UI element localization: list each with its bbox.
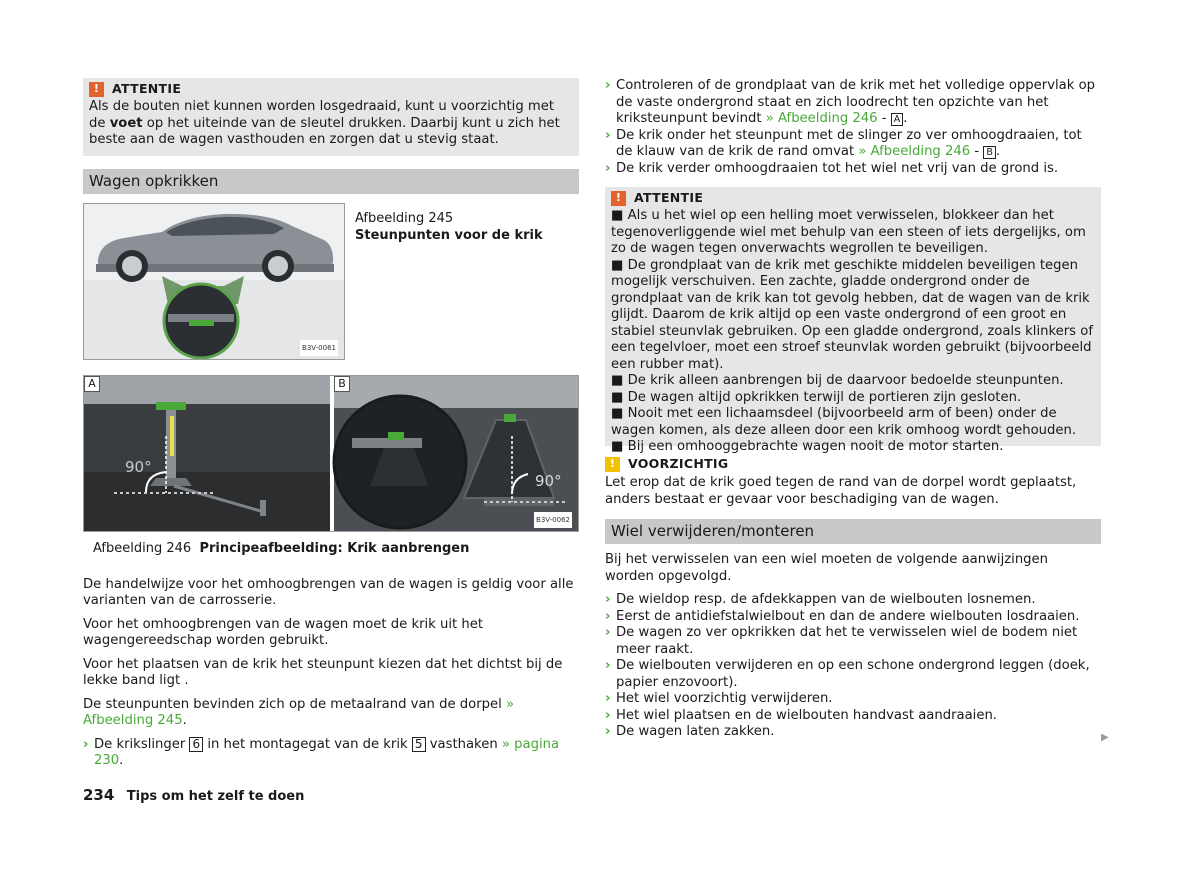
warning-box-bolts xyxy=(83,78,579,156)
paragraph-toolkit: Voor het omhoogbrengen van de wagen moet de krik uit het wagengereedschap worden gebruikt. xyxy=(83,616,484,648)
continue-arrow-icon: ▶ xyxy=(1101,732,1109,743)
wheel-step-text: De wagen zo ver opkrikken dat het te verwisselen wiel de bodem niet meer raakt. xyxy=(616,625,1078,657)
angle-label-b: 90° xyxy=(535,472,562,490)
warning-item: ■ De krik alleen aanbrengen bij de daarvoor bedoelde steunpunten. xyxy=(611,373,1064,388)
step-arrow-icon: › xyxy=(605,658,611,673)
wheel-step xyxy=(605,658,1101,691)
step-crank xyxy=(83,737,579,770)
wheel-step-text: De wieldop resp. de afdekkappen van de wielbouten losnemen. xyxy=(616,592,1036,607)
link-figure-246-b[interactable]: » Afbeelding 246 xyxy=(858,144,971,159)
car-jack-points-illustration xyxy=(84,204,345,360)
warning-heading xyxy=(89,81,573,98)
warning-text-b: op het uiteinde van de sleutel drukken. Daarbij kunt u zich het beste aan de wagen vasthouden en zorgen dat u stevig staat. xyxy=(89,115,560,147)
link-page-230[interactable]: » pagina 230 xyxy=(94,736,560,768)
figure-245-label: Afbeelding 245 xyxy=(355,211,454,226)
figure-245-code: B3V-0061 xyxy=(300,340,338,357)
step-sep: - xyxy=(970,144,984,159)
panel-ref-a: A xyxy=(891,113,904,126)
page-number: 234 xyxy=(83,786,115,804)
warning-text xyxy=(89,99,573,149)
step-check-baseplate-text xyxy=(616,78,1101,128)
step-end: . xyxy=(995,144,1001,159)
step-arrow-icon: › xyxy=(605,707,611,723)
figure-245-caption xyxy=(345,203,543,360)
wheel-step xyxy=(605,724,1101,741)
chapter-title: Tips om het zelf te doen xyxy=(126,789,305,804)
wheel-step xyxy=(605,708,1101,725)
figure-246-caption xyxy=(83,541,579,558)
section-heading-jacking: Wagen opkrikken xyxy=(83,169,579,194)
wheel-step-text: Het wiel plaatsen en de wielbouten handvast aandraaien. xyxy=(616,707,998,723)
step-raise-further-text: De krik verder omhoogdraaien tot het wiel net vrij van de grond is. xyxy=(616,160,1059,176)
warning-title: ATTENTIE xyxy=(634,190,704,206)
step-raise-jack-a: De krik onder het steunpunt met de slinger zo ver omhoogdraaien, tot de klauw van de krik de rand omvat xyxy=(616,127,1082,159)
wheel-step-text: Het wiel voorzichtig verwijderen. xyxy=(616,691,833,706)
panel-label-a: A xyxy=(84,376,100,392)
step-crank-b: in het montagegat van de krik xyxy=(203,736,412,752)
warning-item: ■ Nooit met een lichaamsdeel (bijvoorbeeld arm of been) onder de wagen komen, als deze alleen door een krik omhoog wordt gehouden. xyxy=(611,406,1077,438)
step-arrow-icon: › xyxy=(605,592,611,607)
step-check-baseplate xyxy=(605,78,1101,128)
caution-heading xyxy=(605,456,1101,473)
warning-item: ■ Bij een omhooggebrachte wagen nooit de motor starten. xyxy=(611,439,1004,454)
warning-item: ■ Als u het wiel op een helling moet verwisselen, blokkeer dan het tegenoverliggende wiel met behulp van een steen of iets dergelijks, om zo de wagen tegen onverwachts wegrollen te beveiligen. xyxy=(611,208,1086,256)
warning-item: ■ De grondplaat van de krik met geschikte middelen beveiligen tegen mogelijk verschuiven. Een zachte, gladde ondergrond onder de grondplaat van de krik kan tot gevolg hebben, dat de wagen van de krik glijdt. Daarom de krik altijd op een vaste ondergrond of een groot en stabiel steunvlak gebruiken. Op een gladde ondergrond, zoals klinkers of een tegelvloer, moet een stroef steunvlak worden gebruikt (bijvoorbeeld een rubber mat). xyxy=(611,257,1093,372)
exclamation-warning-icon: ! xyxy=(611,191,626,206)
item-number-5: 5 xyxy=(412,737,426,752)
link-figure-246-a[interactable]: » Afbeelding 246 xyxy=(765,111,878,126)
warning-text-a: Als de bouten niet kunnen worden losgedraaid, kunt u voorzichtig met de xyxy=(89,99,555,131)
panel-label-b: B xyxy=(334,376,350,392)
caution-title: VOORZICHTIG xyxy=(628,456,729,472)
step-raise-jack-text xyxy=(616,128,1101,161)
warning-item: ■ De wagen altijd opkrikken terwijl de portieren zijn gesloten. xyxy=(611,389,1022,405)
exclamation-warning-icon: ! xyxy=(89,82,104,97)
step-arrow-icon: › xyxy=(605,78,611,93)
wheel-step-text: De wagen laten zakken. xyxy=(616,724,775,739)
panel-ref-b: B xyxy=(983,146,996,159)
figure-245 xyxy=(83,203,579,360)
warning-text-bold: voet xyxy=(109,115,143,131)
paragraph-variants: De handelwijze voor het omhoogbrengen van de wagen is geldig voor alle varianten van de carrosserie. xyxy=(83,576,574,608)
step-arrow-icon: › xyxy=(605,625,611,640)
step-raise-jack xyxy=(605,128,1101,161)
left-column xyxy=(83,78,579,770)
step-arrow-icon: › xyxy=(605,160,611,176)
page-footer xyxy=(83,787,304,806)
wheel-step xyxy=(605,609,1101,626)
step-crank-c: vasthaken xyxy=(425,736,502,752)
step-raise-further xyxy=(605,161,1101,178)
right-column xyxy=(605,78,1101,741)
paragraph-jack-point: Voor het plaatsen van de krik het steunpunt kiezen dat het dichtst bij de lekke band ligt . xyxy=(83,656,563,688)
warning-box-jacking xyxy=(605,187,1101,454)
figure-246-label: Afbeelding 246 xyxy=(93,541,192,556)
caution-block xyxy=(605,456,1101,508)
step-arrow-icon: › xyxy=(605,608,611,624)
jack-placement-illustration xyxy=(84,376,579,532)
figure-246-code: B3V-0062 xyxy=(534,512,572,529)
left-body xyxy=(83,577,579,770)
figure-246-title: Principeafbeelding: Krik aanbrengen xyxy=(199,541,470,556)
step-sep: - xyxy=(877,111,891,126)
warning-title: ATTENTIE xyxy=(112,81,182,97)
step-crank-text xyxy=(94,737,579,770)
wheel-step xyxy=(605,625,1101,658)
step-end: . xyxy=(903,111,908,126)
exclamation-caution-icon: ! xyxy=(605,457,620,472)
step-arrow-icon: › xyxy=(605,127,611,143)
step-check-baseplate-a: Controleren of de grondplaat van de krik met het volledige oppervlak op de vaste ondergrond staat en zich loodrecht ten opzichte van het kriksteunpunt bevindt xyxy=(616,78,1096,126)
wheel-step-text: De wielbouten verwijderen en op een schone ondergrond leggen (doek, papier enzovoort). xyxy=(616,658,1090,690)
wheel-step-text: Eerst de antidiefstalwielbout en dan de andere wielbouten losdraaien. xyxy=(616,608,1080,624)
wheel-step xyxy=(605,592,1101,609)
step-crank-end: . xyxy=(119,753,124,768)
figure-245-title: Steunpunten voor de krik xyxy=(355,227,543,243)
step-arrow-icon: › xyxy=(83,736,89,752)
step-crank-a: De krikslinger xyxy=(94,736,190,752)
warning-heading xyxy=(611,190,1095,207)
paragraph-jack-location xyxy=(83,697,579,730)
link-figure-245[interactable]: » Afbeelding 245 xyxy=(83,696,515,728)
section-heading-wheel: Wiel verwijderen/monteren xyxy=(605,519,1101,544)
wheel-intro: Bij het verwisselen van een wiel moeten de volgende aanwijzingen worden opgevolgd. xyxy=(605,552,1049,584)
caution-text: Let erop dat de krik goed tegen de rand van de dorpel wordt geplaatst, anders bestaat er gevaar voor beschadiging van de wagen. xyxy=(605,475,1077,507)
wheel-step xyxy=(605,691,1101,708)
step-arrow-icon: › xyxy=(605,724,611,739)
paragraph-jack-location-text: De steunpunten bevinden zich op de metaalrand van de dorpel xyxy=(83,696,506,712)
figure-245-image xyxy=(83,203,345,360)
step-arrow-icon: › xyxy=(605,691,611,706)
item-number-6: 6 xyxy=(189,737,203,752)
paragraph-jack-location-end: . xyxy=(182,713,187,728)
angle-label-a: 90° xyxy=(125,458,152,476)
figure-246-image xyxy=(83,375,579,532)
